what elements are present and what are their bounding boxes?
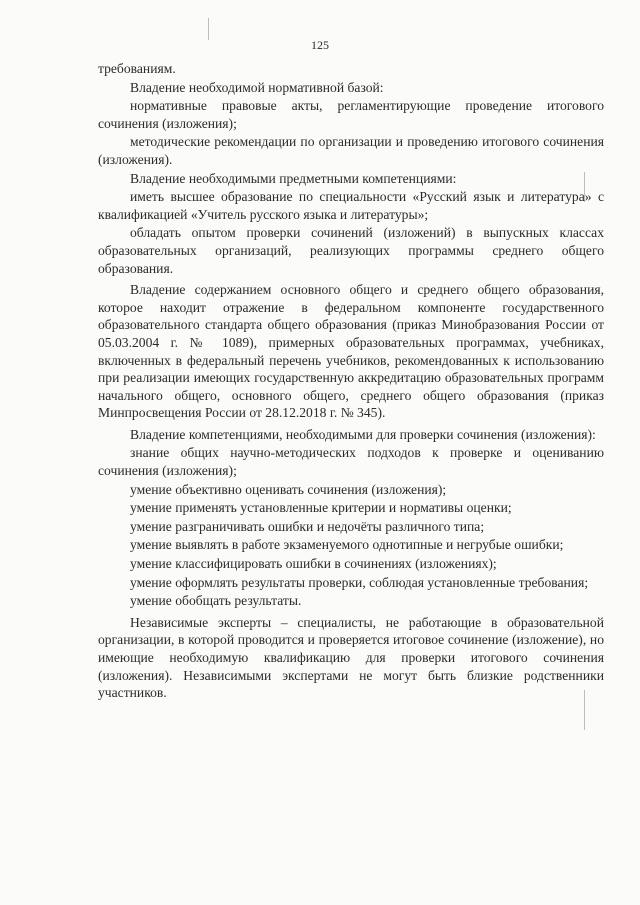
paragraph: обладать опытом проверки сочинений (изложений) в выпускных классах образовательных организаций, реализующих программы среднего общего образования.	[98, 225, 604, 276]
paragraph: умение объективно оценивать сочинения (изложения);	[130, 481, 447, 497]
paragraph: Независимые эксперты – специалисты, не работающие в образовательной организации, в которой проводится и проверяется итоговое сочинение (изложение), но имеющие необходимую квалификацию для проверки итогового сочинения (изложения). Независимыми экспертами не могут быть близкие родственники участников.	[98, 614, 604, 701]
paragraph: умение оформлять результаты проверки, соблюдая установленные требования;	[130, 574, 589, 590]
paragraph: Владение необходимыми предметными компетенциями:	[130, 170, 457, 186]
paragraph: Владение содержанием основного общего и среднего общего образования, которое находит отражение в федеральном компоненте государственного образовательного стандарта общего образования (приказ Минобразования России от 05.03.2004 г. № 1089), примерных образовательных программах, учебниках, включенных в федеральный перечень учебников, рекомендованных к использованию при реализации имеющих государственную аккредитацию образовательных программ начального общего, основного общего, среднего общего образования (приказ Минпросвещения России от 28.12.2018 г. № 345).	[98, 282, 604, 421]
paragraph: иметь высшее образование по специальности «Русский язык и литература» с квалификацией «Учитель русского языка и литературы»;	[98, 189, 604, 222]
paragraph: нормативные правовые акты, регламентирующие проведение итогового сочинения (изложения);	[98, 98, 604, 131]
paragraph: Владение компетенциями, необходимыми для проверки сочинения (изложения):	[130, 426, 596, 442]
paragraph: умение выявлять в работе экзаменуемого однотипные и негрубые ошибки;	[130, 537, 564, 553]
document-body	[98, 60, 604, 703]
paragraph: методические рекомендации по организации и проведению итогового сочинения (изложения).	[98, 134, 604, 167]
paragraph: Владение необходимой нормативной базой:	[130, 79, 384, 95]
paragraph: умение разграничивать ошибки и недочёты различного типа;	[130, 518, 485, 534]
paragraph: требованиям.	[98, 61, 176, 76]
scan-mark	[208, 18, 209, 40]
paragraph: умение применять установленные критерии и нормативы оценки;	[130, 500, 512, 516]
paragraph: знание общих научно-методических подходов к проверке и оцениванию сочинения (изложения);	[98, 445, 604, 479]
paragraph: умение классифицировать ошибки в сочинениях (изложениях);	[130, 556, 497, 572]
paragraph: умение обобщать результаты.	[130, 593, 302, 609]
page-number: 125	[311, 38, 329, 52]
